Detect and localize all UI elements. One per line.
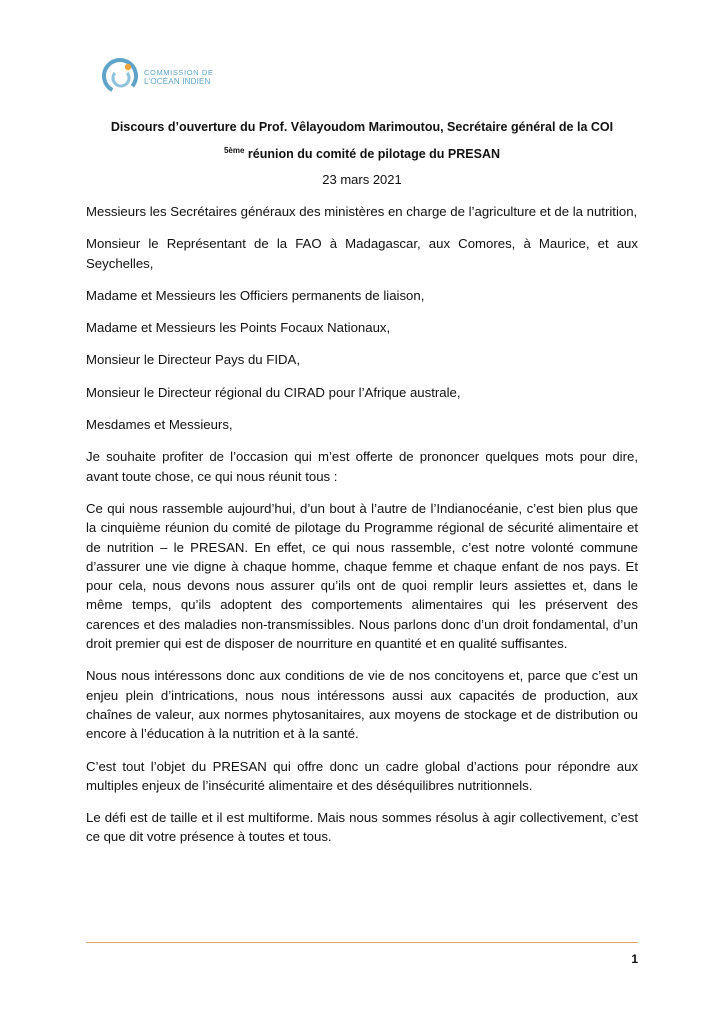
footer-rule — [86, 942, 638, 943]
speech-body — [86, 202, 638, 860]
paragraph: Monsieur le Directeur Pays du FIDA, — [86, 352, 301, 368]
paragraph: Monsieur le Représentant de la FAO à Madagascar, aux Comores, à Maurice, et aux Seychelles, — [86, 236, 638, 271]
coi-logo — [100, 56, 240, 100]
document-header — [86, 120, 638, 187]
meeting-title-text: réunion du comité de pilotage du PRESAN — [244, 147, 501, 161]
coi-logo-icon — [100, 56, 140, 96]
paragraph: Monsieur le Directeur régional du CIRAD pour l’Afrique australe, — [86, 384, 461, 400]
paragraph: C’est tout l’objet du PRESAN qui offre donc un cadre global d’actions pour répondre aux multiples enjeux de l’insécurité alimentaire et des déséquilibres nutritionnels. — [86, 758, 638, 793]
paragraph: Le défi est de taille et il est multiforme. Mais nous sommes résolus à agir collectivement, c’est ce que dit votre présence à toutes et tous. — [86, 810, 638, 845]
meeting-ordinal-suffix: ème — [228, 146, 245, 155]
paragraph: Nous nous intéressons donc aux conditions de vie de nos concitoyens et, parce que c’est un enjeu plein d’intrications, nous nous intéressons aussi aux capacités de production, aux chaînes de valeur, aux normes phytosanitaires, aux moyens de stockage et de distribution ou encore à l’éducation à la nutrition et à la santé. — [86, 668, 638, 742]
paragraph: Madame et Messieurs les Points Focaux Nationaux, — [86, 320, 391, 336]
meeting-title — [86, 147, 638, 161]
paragraph: Madame et Messieurs les Officiers permanents de liaison, — [86, 287, 425, 303]
paragraph: Messieurs les Secrétaires généraux des ministères en charge de l’agriculture et de la nutrition, — [86, 204, 638, 219]
speech-date: 23 mars 2021 — [322, 172, 402, 187]
speech-title: Discours d’ouverture du Prof. Vêlayoudom Marimoutou, Secrétaire général de la COI — [110, 120, 614, 134]
page-number: 1 — [631, 952, 638, 966]
meeting-ordinal: 5ème — [223, 146, 245, 155]
paragraph: Mesdames et Messieurs, — [86, 417, 233, 433]
paragraph: Ce qui nous rassemble aujourd’hui, d’un bout à l’autre de l’Indianocéanie, c’est bien plus que la cinquième réunion du comité de pilotage du Programme régional de sécurité alimentaire et de nutrition – le PRESAN. En effet, ce qui nous rassemble, c’est notre volonté commune d’assurer une vie digne à chaque homme, chaque femme et chaque enfant de nos pays. Et pour cela, nous devons nous assurer qu’ils ont de quoi remplir leurs assiettes et, dans le même temps, qu’ils adoptent des comportements alimentaires qui les préservent des carences et des maladies non-transmissibles. Nous parlons donc d’un droit fondamental, d’un droit premier qui est de disposer de nourriture en quantité et en qualité suffisantes. — [86, 500, 638, 652]
logo-line-1: COMMISSION DE — [144, 68, 214, 77]
logo-line-2: L'OCÉAN INDIEN — [144, 77, 211, 86]
paragraph: Je souhaite profiter de l’occasion qui m’est offerte de prononcer quelques mots pour dire, avant toute chose, ce qui nous réunit tous : — [86, 449, 638, 484]
logo-text — [144, 68, 213, 86]
